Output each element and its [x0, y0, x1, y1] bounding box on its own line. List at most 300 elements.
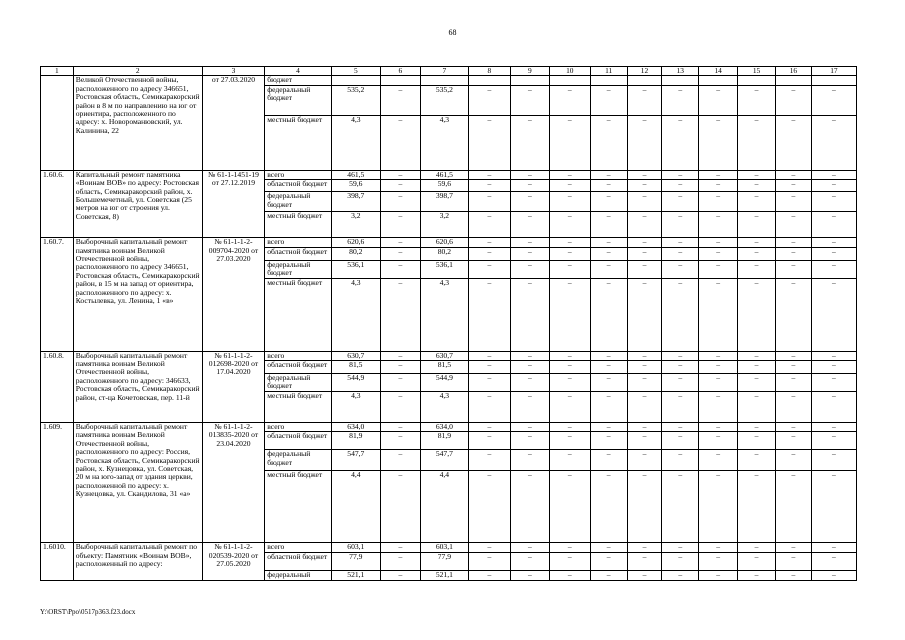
- value-col-11: –: [590, 392, 627, 423]
- value-col-13: –: [662, 192, 699, 212]
- document-number: от 27.03.2020: [202, 76, 264, 170]
- value-col-6: –: [380, 115, 420, 170]
- value-col-13: –: [662, 180, 699, 192]
- value-col-7: 81,9: [420, 432, 468, 450]
- value-col-9: –: [510, 374, 549, 392]
- object-name: Великой Отечественной войны, расположенного по адресу 346651, Ростовская область, Семикаракорский район в 8 м по направлению на юг от ориентира, расположенного по адресу: х. Новороманювский, ул. Калинина, 22: [73, 76, 202, 170]
- value-col-11: –: [590, 361, 627, 374]
- value-col-15: –: [738, 374, 776, 392]
- value-col-17: –: [811, 351, 856, 360]
- value-col-8: –: [468, 432, 510, 450]
- value-col-12: –: [627, 170, 662, 179]
- value-col-14: –: [699, 180, 738, 192]
- column-number-row: [41, 67, 857, 76]
- value-col-13: –: [662, 432, 699, 450]
- value-col-13: –: [662, 115, 699, 170]
- value-col-7: 77,9: [420, 552, 468, 570]
- funding-source: бюджет: [265, 76, 332, 85]
- value-col-6: –: [380, 180, 420, 192]
- value-col-12: –: [627, 351, 662, 360]
- funding-source: местный бюджет: [265, 392, 332, 423]
- value-col-5: 630,7: [331, 351, 380, 360]
- table-row: [41, 543, 857, 552]
- value-col-6: [380, 76, 420, 85]
- value-col-17: –: [811, 192, 856, 212]
- value-col-17: –: [811, 450, 856, 471]
- value-col-5: 544,9: [331, 374, 380, 392]
- funding-source: федеральный бюджет: [265, 192, 332, 212]
- value-col-5: 398,7: [331, 192, 380, 212]
- value-col-9: –: [510, 260, 549, 278]
- value-col-6: –: [380, 170, 420, 179]
- funding-source: областной бюджет: [265, 361, 332, 374]
- value-col-17: –: [811, 570, 856, 580]
- value-col-10: –: [549, 361, 590, 374]
- value-col-9: –: [510, 570, 549, 580]
- value-col-17: [811, 76, 856, 85]
- value-col-5: 77,9: [331, 552, 380, 570]
- value-col-12: –: [627, 115, 662, 170]
- value-col-10: –: [549, 85, 590, 115]
- value-col-10: [549, 76, 590, 85]
- value-col-10: –: [549, 471, 590, 543]
- value-col-8: –: [468, 238, 510, 247]
- value-col-12: –: [627, 192, 662, 212]
- value-col-16: –: [775, 192, 811, 212]
- value-col-15: –: [738, 423, 776, 432]
- funding-source: местный бюджет: [265, 115, 332, 170]
- value-col-12: –: [627, 543, 662, 552]
- value-col-9: –: [510, 552, 549, 570]
- value-col-13: –: [662, 570, 699, 580]
- value-col-16: –: [775, 238, 811, 247]
- value-col-11: –: [590, 260, 627, 278]
- column-number: 16: [775, 67, 811, 76]
- value-col-10: –: [549, 570, 590, 580]
- value-col-11: –: [590, 238, 627, 247]
- item-number: 1.60.7.: [41, 238, 74, 351]
- value-col-8: –: [468, 392, 510, 423]
- column-number: 6: [380, 67, 420, 76]
- value-col-16: –: [775, 170, 811, 179]
- value-col-13: –: [662, 392, 699, 423]
- value-col-5: 3,2: [331, 212, 380, 238]
- value-col-14: –: [699, 115, 738, 170]
- value-col-16: –: [775, 180, 811, 192]
- value-col-5: [331, 76, 380, 85]
- value-col-17: –: [811, 180, 856, 192]
- funding-source: областной бюджет: [265, 180, 332, 192]
- value-col-15: –: [738, 361, 776, 374]
- value-col-9: –: [510, 247, 549, 260]
- value-col-5: 536,1: [331, 260, 380, 278]
- value-col-8: –: [468, 471, 510, 543]
- value-col-7: 634,0: [420, 423, 468, 432]
- value-col-16: –: [775, 115, 811, 170]
- value-col-11: –: [590, 471, 627, 543]
- value-col-8: –: [468, 247, 510, 260]
- value-col-14: –: [699, 212, 738, 238]
- value-col-14: –: [699, 392, 738, 423]
- column-number: 12: [627, 67, 662, 76]
- value-col-9: –: [510, 361, 549, 374]
- funding-source: федеральный бюджет: [265, 374, 332, 392]
- value-col-11: –: [590, 374, 627, 392]
- value-col-8: –: [468, 374, 510, 392]
- value-col-17: –: [811, 423, 856, 432]
- value-col-8: –: [468, 543, 510, 552]
- value-col-14: –: [699, 192, 738, 212]
- value-col-6: –: [380, 238, 420, 247]
- value-col-11: –: [590, 212, 627, 238]
- value-col-16: –: [775, 392, 811, 423]
- value-col-12: –: [627, 85, 662, 115]
- value-col-12: –: [627, 212, 662, 238]
- value-col-15: –: [738, 552, 776, 570]
- value-col-9: –: [510, 392, 549, 423]
- value-col-5: 80,2: [331, 247, 380, 260]
- funding-source: всего: [265, 351, 332, 360]
- value-col-8: –: [468, 115, 510, 170]
- value-col-8: –: [468, 351, 510, 360]
- value-col-7: 3,2: [420, 212, 468, 238]
- value-col-6: –: [380, 570, 420, 580]
- value-col-14: [699, 76, 738, 85]
- value-col-16: –: [775, 432, 811, 450]
- value-col-17: –: [811, 170, 856, 179]
- value-col-16: –: [775, 260, 811, 278]
- page-number: 68: [448, 28, 457, 37]
- funding-source: всего: [265, 423, 332, 432]
- value-col-6: –: [380, 552, 420, 570]
- object-name: Выборочный капитальный ремонт памятника воинам Великой Отечественной войны, расположенного по адресу: Россия, Ростовская область, Семикаракорский район, х. Кузнецовка, ул. Советская, 20 м на юго-запад от здания церкви, расположенной по адресу: х. Кузнецовка, ул. Скандилова, 31 «а»: [73, 423, 202, 543]
- funding-source: областной бюджет: [265, 552, 332, 570]
- value-col-14: –: [699, 423, 738, 432]
- value-col-7: 544,9: [420, 374, 468, 392]
- value-col-10: –: [549, 278, 590, 351]
- object-name: Выборочный капитальный ремонт памятника воинам Великой Отечественной войны, расположенного по адресу 346651, Ростовская область, Семикаракорский район, в 15 м на запад от ориентира, расположенного по адресу: х. Костылевка, ул. Ленина, 1 «в»: [73, 238, 202, 351]
- value-col-7: 398,7: [420, 192, 468, 212]
- value-col-12: –: [627, 392, 662, 423]
- funding-source: областной бюджет: [265, 432, 332, 450]
- value-col-5: 59,6: [331, 180, 380, 192]
- object-name: Капитальный ремонт памятника «Воинам ВОВ» по адресу: Ростовская область, Семикаракорский район, х. Большемечетный, ул. Советская (25 метров на юг от строения ул. Советская, 8): [73, 170, 202, 237]
- value-col-15: –: [738, 570, 776, 580]
- value-col-15: –: [738, 471, 776, 543]
- column-number: 15: [738, 67, 776, 76]
- value-col-6: –: [380, 212, 420, 238]
- item-number: 1.6010.: [41, 543, 74, 580]
- value-col-16: –: [775, 543, 811, 552]
- value-col-15: [738, 76, 776, 85]
- column-number: 2: [73, 67, 202, 76]
- value-col-14: –: [699, 543, 738, 552]
- value-col-11: –: [590, 115, 627, 170]
- value-col-11: –: [590, 450, 627, 471]
- value-col-6: –: [380, 247, 420, 260]
- value-col-8: –: [468, 552, 510, 570]
- value-col-7: 521,1: [420, 570, 468, 580]
- value-col-8: –: [468, 180, 510, 192]
- value-col-6: –: [380, 361, 420, 374]
- value-col-7: [420, 76, 468, 85]
- value-col-12: –: [627, 247, 662, 260]
- value-col-8: –: [468, 423, 510, 432]
- value-col-13: –: [662, 238, 699, 247]
- document-number: № 61-1-1-2-009704-2020 от 27.03.2020: [202, 238, 264, 351]
- value-col-5: 4,3: [331, 115, 380, 170]
- value-col-13: –: [662, 170, 699, 179]
- value-col-13: –: [662, 543, 699, 552]
- value-col-10: –: [549, 432, 590, 450]
- funding-source: областной бюджет: [265, 247, 332, 260]
- value-col-17: –: [811, 543, 856, 552]
- value-col-15: –: [738, 180, 776, 192]
- item-number: 1.609.: [41, 423, 74, 543]
- value-col-17: –: [811, 278, 856, 351]
- value-col-10: –: [549, 423, 590, 432]
- value-col-17: –: [811, 361, 856, 374]
- value-col-15: –: [738, 278, 776, 351]
- value-col-16: –: [775, 570, 811, 580]
- value-col-11: –: [590, 552, 627, 570]
- value-col-13: –: [662, 278, 699, 351]
- value-col-10: –: [549, 170, 590, 179]
- value-col-16: –: [775, 278, 811, 351]
- column-number: 11: [590, 67, 627, 76]
- value-col-7: 81,5: [420, 361, 468, 374]
- object-name: Выборочный капитальный ремонт по объекту: Памятник «Воинам ВОВ», расположенный по адресу:: [73, 543, 202, 580]
- value-col-16: [775, 76, 811, 85]
- value-col-14: –: [699, 570, 738, 580]
- value-col-5: 535,2: [331, 85, 380, 115]
- value-col-7: 536,1: [420, 260, 468, 278]
- value-col-9: –: [510, 212, 549, 238]
- value-col-15: –: [738, 450, 776, 471]
- funding-source: всего: [265, 238, 332, 247]
- value-col-15: –: [738, 85, 776, 115]
- value-col-17: –: [811, 212, 856, 238]
- value-col-17: –: [811, 392, 856, 423]
- value-col-10: –: [549, 392, 590, 423]
- value-col-11: [590, 76, 627, 85]
- value-col-9: –: [510, 180, 549, 192]
- value-col-14: –: [699, 170, 738, 179]
- value-col-12: –: [627, 432, 662, 450]
- value-col-8: –: [468, 570, 510, 580]
- value-col-13: –: [662, 351, 699, 360]
- value-col-7: 620,6: [420, 238, 468, 247]
- funding-source: федеральный бюджет: [265, 450, 332, 471]
- value-col-7: 4,4: [420, 471, 468, 543]
- value-col-6: –: [380, 543, 420, 552]
- value-col-9: –: [510, 192, 549, 212]
- value-col-17: –: [811, 432, 856, 450]
- value-col-17: –: [811, 471, 856, 543]
- value-col-15: –: [738, 170, 776, 179]
- value-col-7: 461,5: [420, 170, 468, 179]
- value-col-12: –: [627, 423, 662, 432]
- value-col-14: –: [699, 432, 738, 450]
- value-col-9: –: [510, 115, 549, 170]
- value-col-13: –: [662, 423, 699, 432]
- value-col-16: –: [775, 423, 811, 432]
- value-col-15: –: [738, 351, 776, 360]
- funding-source: местный бюджет: [265, 278, 332, 351]
- value-col-17: –: [811, 552, 856, 570]
- value-col-15: –: [738, 432, 776, 450]
- value-col-17: –: [811, 374, 856, 392]
- value-col-10: –: [549, 260, 590, 278]
- value-col-11: –: [590, 423, 627, 432]
- value-col-8: –: [468, 212, 510, 238]
- value-col-16: –: [775, 212, 811, 238]
- value-col-10: –: [549, 351, 590, 360]
- object-name: Выборочный капитальный ремонт памятника воинам Великой Отечественной войны, расположенного по адресу: 346633, Ростовская область, Семикаракорский район, ст-ца Кочетовская, пер. 11-й: [73, 351, 202, 422]
- value-col-11: –: [590, 180, 627, 192]
- value-col-10: –: [549, 115, 590, 170]
- value-col-13: –: [662, 374, 699, 392]
- value-col-7: 4,3: [420, 392, 468, 423]
- value-col-15: –: [738, 247, 776, 260]
- funding-source: всего: [265, 543, 332, 552]
- value-col-13: –: [662, 260, 699, 278]
- value-col-10: –: [549, 247, 590, 260]
- value-col-6: –: [380, 260, 420, 278]
- value-col-14: –: [699, 374, 738, 392]
- value-col-7: 547,7: [420, 450, 468, 471]
- value-col-11: –: [590, 570, 627, 580]
- value-col-7: 603,1: [420, 543, 468, 552]
- value-col-13: –: [662, 361, 699, 374]
- funding-source: всего: [265, 170, 332, 179]
- value-col-12: –: [627, 180, 662, 192]
- value-col-15: –: [738, 238, 776, 247]
- table-row: [41, 423, 857, 432]
- value-col-9: [510, 76, 549, 85]
- value-col-8: –: [468, 170, 510, 179]
- value-col-8: –: [468, 450, 510, 471]
- value-col-11: –: [590, 247, 627, 260]
- table-row: [41, 238, 857, 247]
- funding-source: федеральный бюджет: [265, 85, 332, 115]
- value-col-5: 4,4: [331, 471, 380, 543]
- table-row: [41, 76, 857, 85]
- value-col-16: –: [775, 450, 811, 471]
- value-col-5: 603,1: [331, 543, 380, 552]
- value-col-12: –: [627, 450, 662, 471]
- value-col-15: –: [738, 192, 776, 212]
- value-col-12: –: [627, 552, 662, 570]
- value-col-10: –: [549, 543, 590, 552]
- value-col-17: –: [811, 247, 856, 260]
- value-col-7: 80,2: [420, 247, 468, 260]
- value-col-14: –: [699, 247, 738, 260]
- value-col-16: –: [775, 471, 811, 543]
- item-number: 1.60.8.: [41, 351, 74, 422]
- value-col-7: 4,3: [420, 278, 468, 351]
- value-col-17: –: [811, 85, 856, 115]
- value-col-11: –: [590, 351, 627, 360]
- value-col-14: –: [699, 351, 738, 360]
- value-col-8: –: [468, 85, 510, 115]
- value-col-5: 4,3: [331, 392, 380, 423]
- value-col-17: –: [811, 238, 856, 247]
- value-col-11: –: [590, 278, 627, 351]
- column-number: 13: [662, 67, 699, 76]
- value-col-9: –: [510, 238, 549, 247]
- value-col-9: –: [510, 471, 549, 543]
- value-col-7: 535,2: [420, 85, 468, 115]
- value-col-12: –: [627, 278, 662, 351]
- value-col-6: –: [380, 374, 420, 392]
- value-col-15: –: [738, 212, 776, 238]
- value-col-15: –: [738, 392, 776, 423]
- value-col-16: –: [775, 552, 811, 570]
- value-col-11: –: [590, 170, 627, 179]
- value-col-12: [627, 76, 662, 85]
- value-col-12: –: [627, 238, 662, 247]
- value-col-5: 547,7: [331, 450, 380, 471]
- value-col-5: 81,9: [331, 432, 380, 450]
- value-col-11: –: [590, 85, 627, 115]
- value-col-9: –: [510, 543, 549, 552]
- document-number: № 61-1-1451-19 от 27.12.2019: [202, 170, 264, 237]
- funding-source: местный бюджет: [265, 212, 332, 238]
- value-col-9: –: [510, 432, 549, 450]
- file-path-footer: Y:\ORST\Ppo\0517p363.f23.docx: [40, 608, 136, 616]
- column-number: 10: [549, 67, 590, 76]
- value-col-8: –: [468, 278, 510, 351]
- value-col-14: –: [699, 361, 738, 374]
- value-col-6: –: [380, 450, 420, 471]
- value-col-10: –: [549, 238, 590, 247]
- funding-source: федеральный бюджет: [265, 260, 332, 278]
- value-col-9: –: [510, 450, 549, 471]
- value-col-6: –: [380, 278, 420, 351]
- value-col-14: –: [699, 450, 738, 471]
- column-number: 7: [420, 67, 468, 76]
- value-col-12: –: [627, 361, 662, 374]
- value-col-5: 634,0: [331, 423, 380, 432]
- funding-source: местный бюджет: [265, 471, 332, 543]
- value-col-14: –: [699, 278, 738, 351]
- value-col-6: –: [380, 432, 420, 450]
- funding-source: федеральный: [265, 570, 332, 580]
- value-col-15: –: [738, 543, 776, 552]
- value-col-8: [468, 76, 510, 85]
- value-col-12: –: [627, 374, 662, 392]
- value-col-6: –: [380, 392, 420, 423]
- document-number: № 61-1-1-2-012698-2020 от 17.04.2020: [202, 351, 264, 422]
- column-number: 17: [811, 67, 856, 76]
- value-col-8: –: [468, 361, 510, 374]
- value-col-12: –: [627, 260, 662, 278]
- item-number: 1.60.6.: [41, 170, 74, 237]
- value-col-12: –: [627, 570, 662, 580]
- value-col-7: 4,3: [420, 115, 468, 170]
- value-col-9: –: [510, 278, 549, 351]
- column-number: 5: [331, 67, 380, 76]
- value-col-13: –: [662, 450, 699, 471]
- value-col-13: –: [662, 85, 699, 115]
- value-col-6: –: [380, 423, 420, 432]
- value-col-5: 461,5: [331, 170, 380, 179]
- value-col-5: 4,3: [331, 278, 380, 351]
- value-col-6: –: [380, 351, 420, 360]
- value-col-5: 81,5: [331, 361, 380, 374]
- column-number: 9: [510, 67, 549, 76]
